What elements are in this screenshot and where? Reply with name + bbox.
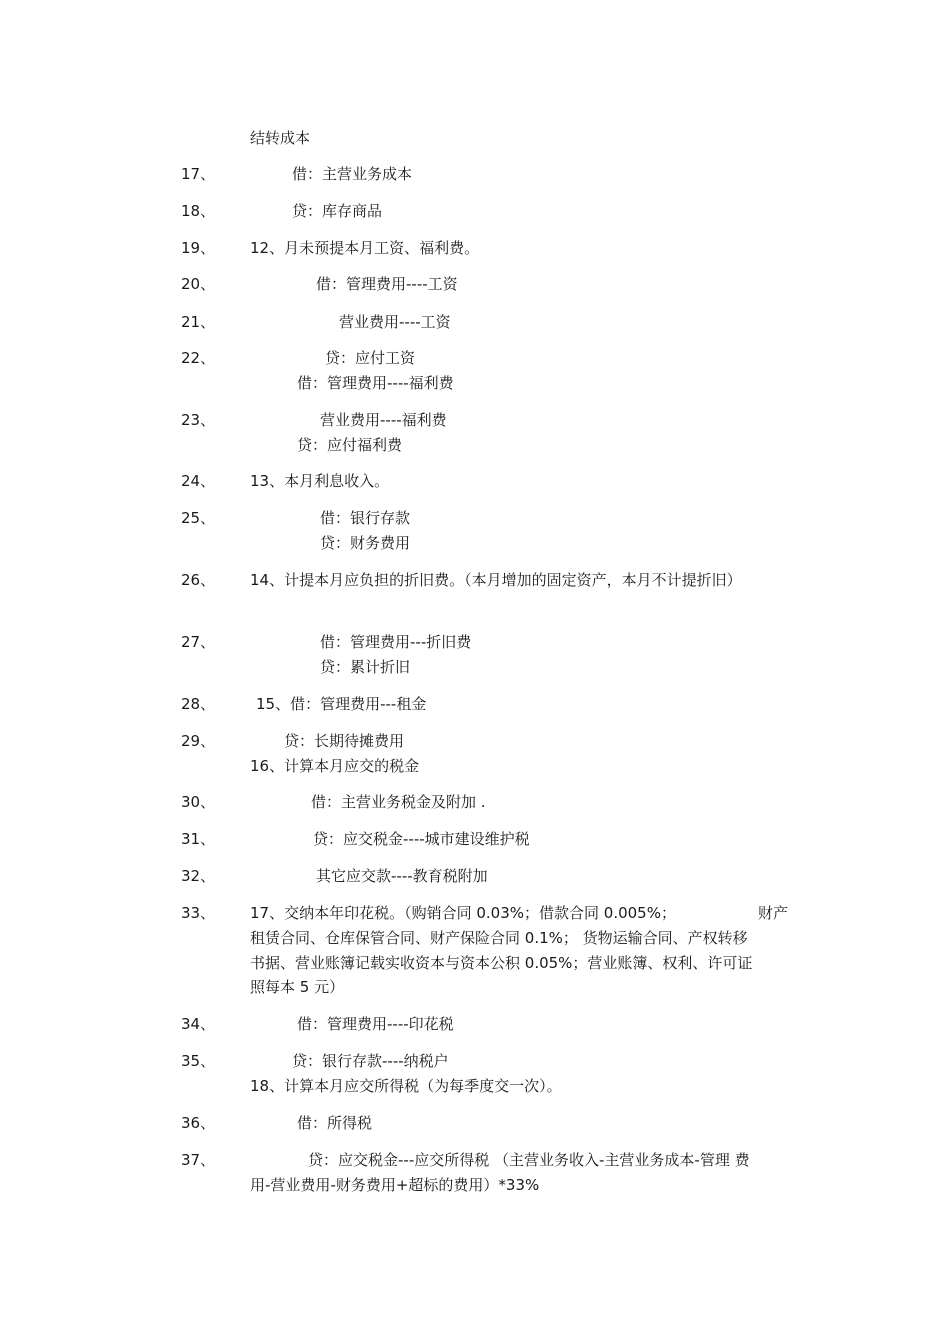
line-number: 36、 bbox=[181, 1114, 216, 1132]
line-number: 26、 bbox=[181, 571, 216, 589]
text-line: 借：管理费用----印花税 bbox=[297, 1015, 454, 1033]
text-line: 18、计算本月应交所得税（为每季度交一次）。 bbox=[250, 1077, 562, 1095]
line-number: 19、 bbox=[181, 239, 216, 257]
line-number: 23、 bbox=[181, 411, 216, 429]
text-line: 贷：银行存款----纳税户 bbox=[292, 1052, 449, 1070]
line-number: 34、 bbox=[181, 1015, 216, 1033]
text-line: 财产 bbox=[758, 904, 789, 922]
text-line: 借：管理费用----福利费 bbox=[297, 374, 454, 392]
line-number: 25、 bbox=[181, 509, 216, 527]
line-number: 28、 bbox=[181, 695, 216, 713]
line-number: 33、 bbox=[181, 904, 216, 922]
text-line: 贷：应交税金----城市建设维护税 bbox=[313, 830, 530, 848]
line-number: 21、 bbox=[181, 313, 216, 331]
text-line: 借：银行存款 bbox=[320, 509, 411, 527]
line-number: 35、 bbox=[181, 1052, 216, 1070]
text-line: 其它应交款----教育税附加 bbox=[316, 867, 488, 885]
text-line: 借：所得税 bbox=[297, 1114, 373, 1132]
text-line: 15、借：管理费用---租金 bbox=[256, 695, 427, 713]
text-line: 16、计算本月应交的税金 bbox=[250, 757, 420, 775]
text-line: 营业费用----工资 bbox=[339, 313, 451, 331]
text-line: 贷：长期待摊费用 bbox=[284, 732, 405, 750]
line-number: 29、 bbox=[181, 732, 216, 750]
text-line: 贷：应交税金---应交所得税 （主营业务收入-主营业务成本-管理 费 bbox=[308, 1151, 750, 1169]
text-line: 营业费用----福利费 bbox=[320, 411, 447, 429]
text-line: 租赁合同、仓库保管合同、财产保险合同 0.1%； 货物运输合同、产权转移 bbox=[250, 929, 748, 947]
text-line: 17、交纳本年印花税。（购销合同 0.03%；借款合同 0.005%； bbox=[250, 904, 676, 922]
text-line: 借：主营业务税金及附加 . bbox=[311, 793, 486, 811]
line-number: 30、 bbox=[181, 793, 216, 811]
text-line: 照每本 5 元） bbox=[250, 978, 345, 996]
text-line: 结转成本 bbox=[250, 129, 311, 147]
text-line: 贷：应付福利费 bbox=[297, 436, 403, 454]
text-line: 贷：财务费用 bbox=[320, 534, 411, 552]
text-line: 贷：应付工资 bbox=[325, 349, 416, 367]
text-line: 借：主营业务成本 bbox=[292, 165, 413, 183]
text-line: 14、计提本月应负担的折旧费。（本月增加的固定资产，本月不计提折旧） bbox=[250, 571, 742, 589]
text-line: 借：管理费用----工资 bbox=[316, 275, 458, 293]
text-line: 借：管理费用---折旧费 bbox=[320, 633, 472, 651]
text-line: 贷：库存商品 bbox=[292, 202, 383, 220]
text-line: 12、月未预提本月工资、福利费。 bbox=[250, 239, 480, 257]
line-number: 31、 bbox=[181, 830, 216, 848]
line-number: 17、 bbox=[181, 165, 216, 183]
line-number: 22、 bbox=[181, 349, 216, 367]
text-line: 用-营业费用-财务费用+超标的费用）*33% bbox=[250, 1176, 540, 1194]
line-number: 37、 bbox=[181, 1151, 216, 1169]
text-line: 13、本月利息收入。 bbox=[250, 472, 390, 490]
line-number: 27、 bbox=[181, 633, 216, 651]
line-number: 32、 bbox=[181, 867, 216, 885]
line-number: 18、 bbox=[181, 202, 216, 220]
text-line: 书据、营业账簿记载实收资本与资本公积 0.05%；营业账簿、权利、许可证 bbox=[250, 954, 753, 972]
line-number: 20、 bbox=[181, 275, 216, 293]
line-number: 24、 bbox=[181, 472, 216, 490]
text-line: 贷：累计折旧 bbox=[320, 658, 411, 676]
